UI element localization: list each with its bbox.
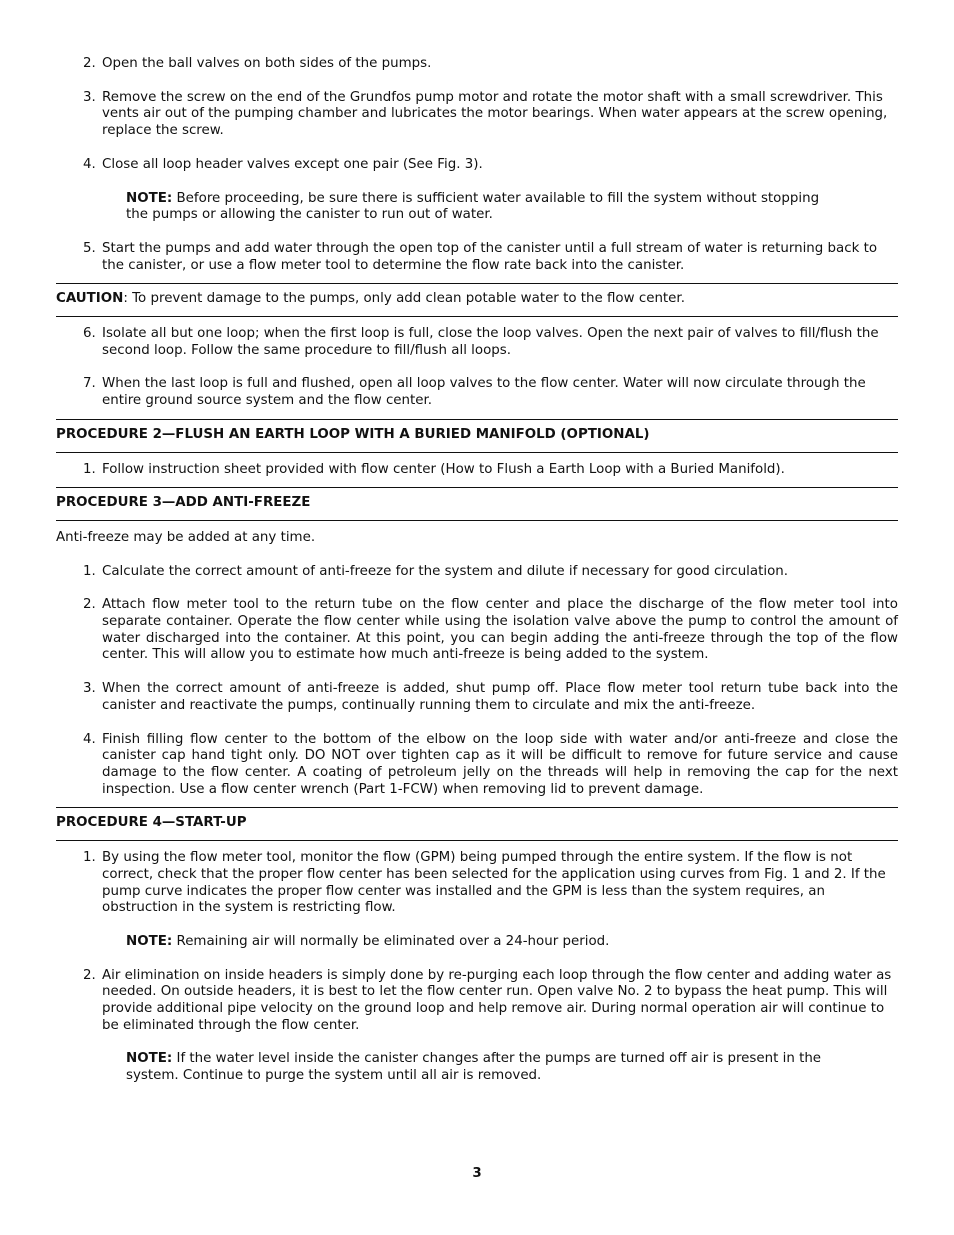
procedure-4-step-2 <box>83 967 898 1035</box>
step-text: Close all loop header valves except one pair (See Fig. 3). <box>102 156 483 172</box>
caution-text: : To prevent damage to the pumps, only add clean potable water to the flow center. <box>123 291 685 307</box>
procedure-3-intro: Anti-freeze may be added at any time. <box>56 529 316 545</box>
procedure-2-step-1 <box>83 461 898 479</box>
divider <box>56 316 898 317</box>
step-number: 2. <box>83 56 96 71</box>
step-number: 1. <box>83 563 96 579</box>
note-label: NOTE: <box>126 1051 173 1067</box>
note-text: Before proceeding, be sure there is sufficient water available to fill the system without stopping the pumps or allowing the canister to run out of water. <box>126 190 820 223</box>
procedure-3-step-4 <box>83 731 898 799</box>
document-page <box>56 56 898 1102</box>
caution-box <box>56 284 898 316</box>
step-3 <box>83 89 898 140</box>
procedure-4-step-1 <box>83 850 898 917</box>
procedure-4-heading: PROCEDURE 4—START-UP <box>56 815 247 831</box>
step-4 <box>83 156 898 174</box>
note-label: NOTE: <box>126 933 173 949</box>
divider <box>56 452 898 453</box>
procedure-3-step-2 <box>83 597 898 664</box>
step-text: Start the pumps and add water through the open top of the canister until a full stream of water is returning back to the canister, or use a flow meter tool to determine the flow rate back into the canister. <box>102 240 878 273</box>
step-text: Finish filling flow center to the bottom of the elbow on the loop side with water and/or anti-freeze and close the canister cap hand tight only. DO NOT over tighten cap as it will be difficult to remove for future service and cause damage to the flow center. A coating of petroleum jelly on the threads will help in removing the cap for the next inspection. Use a flow center wrench (Part 1-FCW) when removing lid to prevent damage. <box>102 731 898 797</box>
step-number: 4. <box>83 731 96 747</box>
step-6 <box>83 326 898 359</box>
step-text: Calculate the correct amount of anti-freeze for the system and dilute if necessary for good circulation. <box>102 563 789 579</box>
step-text: Attach flow meter tool to the return tube on the flow center and place the discharge of the flow meter tool into separate container. Operate the flow center while using the isolation valve above the pump to control the amount of water discharged into the container. At this point, you can begin adding the anti-freeze through the top of the flow center. This will allow you to estimate how much anti-freeze is being added to the system. <box>102 597 898 663</box>
step-number: 2. <box>83 967 96 983</box>
step-2 <box>83 56 898 73</box>
step-text: Open the ball valves on both sides of the pumps. <box>102 56 432 71</box>
note-text: Remaining air will normally be eliminated over a 24-hour period. <box>172 933 610 949</box>
step-text: Isolate all but one loop; when the first loop is full, close the loop valves. Open the next pair of valves to fill/flush the second loop. Follow the same procedure to fill/flush all loops. <box>102 326 879 358</box>
step-text: Follow instruction sheet provided with flow center (How to Flush a Earth Loop with a Buried Manifold). <box>102 461 785 477</box>
page-number: 3 <box>472 1166 482 1181</box>
procedure-3-heading: PROCEDURE 3—ADD ANTI-FREEZE <box>56 495 311 511</box>
step-text: When the correct amount of anti-freeze is added, shut pump off. Place flow meter tool return tube back into the canister and reactivate the pumps, continually running them to circulate and mix the anti-freeze. <box>102 681 898 713</box>
step-number: 3. <box>83 89 96 105</box>
note-water-level <box>126 1051 840 1084</box>
note-text: If the water level inside the canister changes after the pumps are turned off air is present in the system. Continue to purge the system until all air is removed. <box>126 1051 822 1084</box>
step-number: 1. <box>83 461 96 477</box>
step-number: 6. <box>83 326 96 342</box>
caution-label: CAUTION <box>56 291 124 307</box>
procedure-2-heading: PROCEDURE 2—FLUSH AN EARTH LOOP WITH A BURIED MANIFOLD (OPTIONAL) <box>56 426 650 442</box>
step-5 <box>83 240 898 274</box>
step-number: 7. <box>83 376 96 392</box>
procedure-3-step-1 <box>83 563 898 581</box>
divider <box>56 840 898 841</box>
note-label: NOTE: <box>126 190 173 206</box>
step-text: By using the flow meter tool, monitor the flow (GPM) being pumped through the entire system. If the flow is not correct, check that the proper flow center has been selected for the application using curves from Fig. 1 and 2. If the pump curve indicates the proper flow center was installed and the GPM is less than the system requires, an obstruction in the system is restricting flow. <box>102 850 886 916</box>
procedure-3-step-3 <box>83 681 898 714</box>
step-text: When the last loop is full and flushed, open all loop valves to the flow center. Water will now circulate through the entire ground source system and the flow center. <box>102 376 866 409</box>
note-before-proceeding <box>126 191 840 224</box>
step-text: Remove the screw on the end of the Grundfos pump motor and rotate the motor shaft with a small screwdriver. This vents air out of the pumping chamber and lubricates the motor bearings. When water appears at the screw opening, replace the screw. <box>102 89 888 139</box>
step-number: 4. <box>83 156 96 172</box>
step-text: Air elimination on inside headers is simply done by re-purging each loop through the flow center and adding water as needed. On outside headers, it is best to let the flow center run. Open valve No. 2 to bypass the heat pump. This will provide additional pipe velocity on the ground loop and help remove air. During normal operation air will continue to be eliminated through the flow center. <box>102 967 892 1033</box>
note-remaining-air <box>126 934 840 951</box>
step-7 <box>83 376 898 409</box>
step-number: 2. <box>83 597 96 613</box>
step-number: 5. <box>83 240 96 256</box>
step-number: 3. <box>83 681 96 697</box>
step-number: 1. <box>83 850 96 866</box>
divider <box>56 520 898 521</box>
